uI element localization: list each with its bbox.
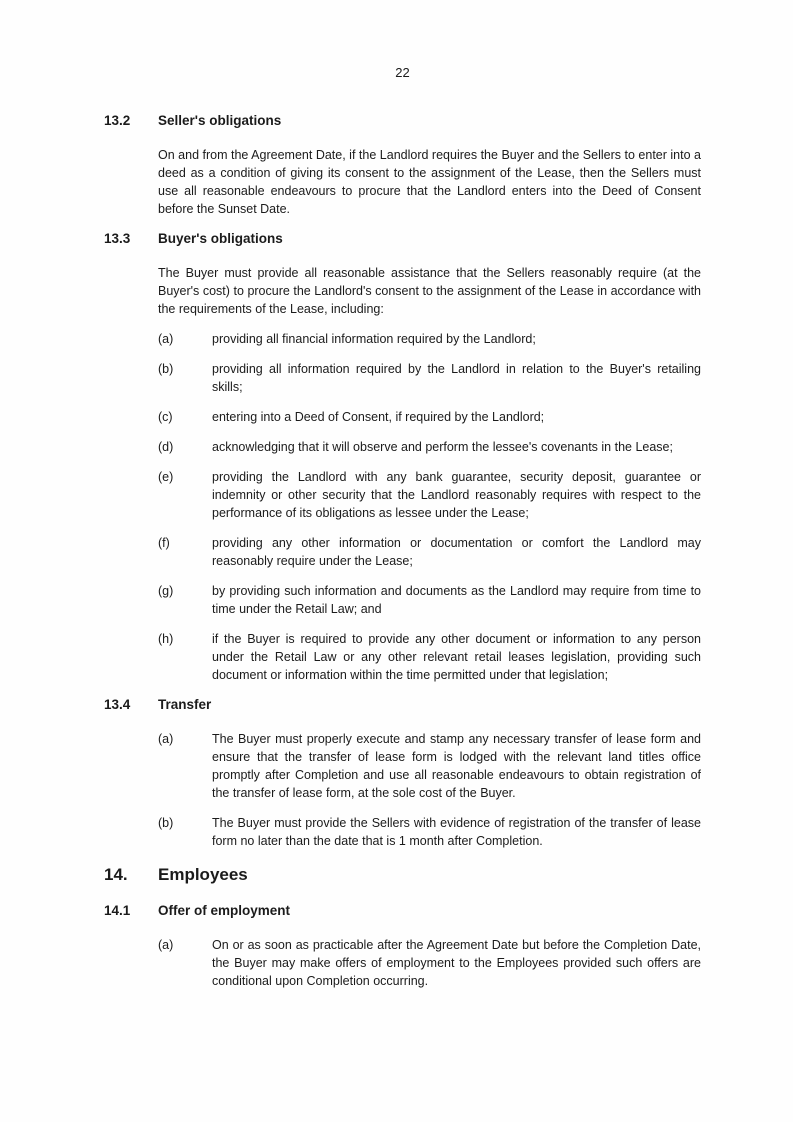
item-text: providing the Landlord with any bank guarantee, security deposit, guarantee or indemnity or other security that the Landlord reasonably requires with respect to the performance of its obligations as lessee under the Lease; — [212, 470, 701, 520]
item-text: On or as soon as practicable after the Agreement Date but before the Completion Date, the Buyer may make offers of employment to the Employees provided such offers are conditional upon Completion occurring. — [212, 938, 701, 988]
section-number: 13.3 — [104, 231, 131, 246]
item-text: entering into a Deed of Consent, if required by the Landlord; — [212, 410, 545, 424]
item-label: (a) — [158, 332, 174, 346]
list-item — [158, 582, 701, 618]
section-13-2 — [104, 112, 701, 218]
section-number: 13.2 — [104, 113, 131, 128]
major-section-heading — [104, 864, 701, 886]
item-text: providing any other information or documentation or comfort the Landlord may reasonably require under the Lease; — [212, 536, 701, 568]
item-text: The Buyer must properly execute and stamp any necessary transfer of lease form and ensure that the transfer of lease form is lodged with the relevant land titles office promptly after Completion and use all reasonable endeavours to obtain registration of the transfer of lease form, at the sole cost of the Buyer. — [212, 732, 701, 800]
list-item — [158, 408, 701, 426]
section-heading — [104, 696, 701, 714]
section-heading — [104, 112, 701, 130]
section-number: 14. — [104, 865, 128, 884]
section-14-1 — [104, 902, 701, 990]
section-title: Buyer's obligations — [158, 231, 283, 246]
list-item — [158, 730, 701, 802]
list-item — [158, 630, 701, 684]
item-text: The Buyer must provide the Sellers with evidence of registration of the transfer of lease form no later than the date that is 1 month after Completion. — [212, 816, 701, 848]
section-title: Seller's obligations — [158, 113, 282, 128]
section-13-4 — [104, 696, 701, 850]
list-item — [158, 360, 701, 396]
item-label: (d) — [158, 440, 174, 454]
section-title: Employees — [158, 865, 248, 884]
list-item — [158, 936, 701, 990]
list-item — [158, 534, 701, 570]
item-text: if the Buyer is required to provide any other document or information to any person under the Retail Law or any other relevant retail leases legislation, providing such document or information within the time permitted under that legislation; — [212, 632, 701, 682]
section-number: 14.1 — [104, 903, 131, 918]
item-label: (c) — [158, 410, 173, 424]
section-13-3 — [104, 230, 701, 684]
item-label: (b) — [158, 362, 174, 376]
item-label: (a) — [158, 938, 174, 952]
item-label: (f) — [158, 536, 170, 550]
clause-list — [158, 936, 701, 990]
list-item — [158, 330, 701, 348]
section-title: Transfer — [158, 697, 212, 712]
item-text: providing all financial information required by the Landlord; — [212, 332, 536, 346]
list-item — [158, 438, 701, 456]
paragraph: The Buyer must provide all reasonable assistance that the Sellers reasonably require (at the Buyer's cost) to procure the Landlord's consent to the assignment of the Lease in accordance with the requirements of the Lease, including: — [158, 266, 701, 316]
page-number: 22 — [395, 65, 410, 80]
item-label: (h) — [158, 632, 174, 646]
item-label: (a) — [158, 732, 174, 746]
paragraph: On and from the Agreement Date, if the Landlord requires the Buyer and the Sellers to enter into a deed as a condition of giving its consent to the assignment of the Lease, then the Sellers must use all reasonable endeavours to procure that the Landlord enters into the Deed of Consent before the Sunset Date. — [158, 148, 701, 216]
clause-list — [158, 730, 701, 850]
section-title: Offer of employment — [158, 903, 291, 918]
section-14 — [104, 864, 701, 886]
list-item — [158, 814, 701, 850]
section-heading — [104, 902, 701, 920]
item-text: providing all information required by the Landlord in relation to the Buyer's retailing skills; — [212, 362, 701, 394]
item-text: acknowledging that it will observe and perform the lessee's covenants in the Lease; — [212, 440, 673, 454]
item-label: (g) — [158, 584, 174, 598]
item-label: (b) — [158, 816, 174, 830]
clause-list — [158, 330, 701, 684]
item-text: by providing such information and documents as the Landlord may require from time to time under the Retail Law; and — [212, 584, 701, 616]
section-number: 13.4 — [104, 697, 131, 712]
section-heading — [104, 230, 701, 248]
item-label: (e) — [158, 470, 174, 484]
list-item — [158, 468, 701, 522]
